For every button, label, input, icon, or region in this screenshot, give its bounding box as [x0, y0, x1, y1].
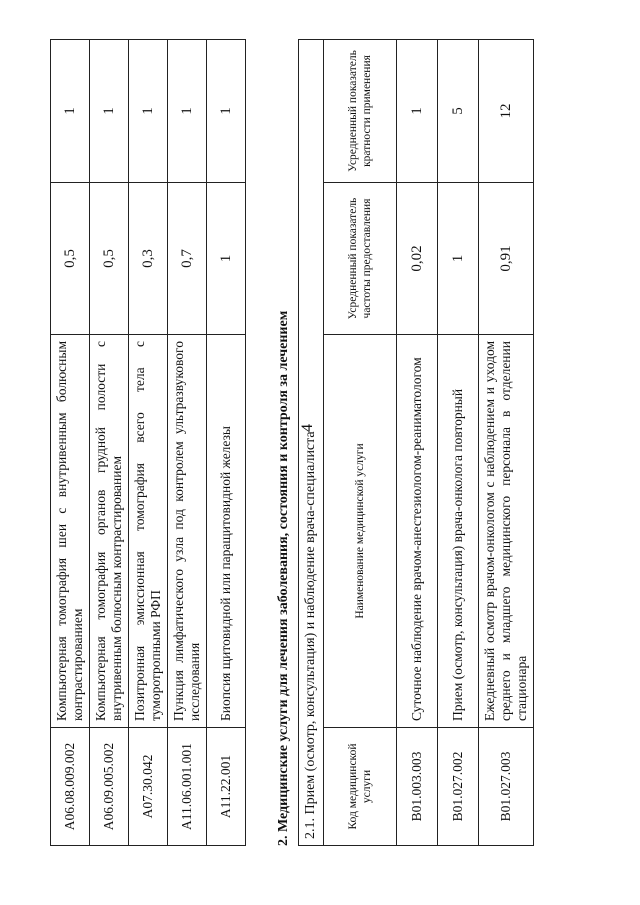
frequency-value: 1	[207, 183, 246, 335]
service-code: A11.22.001	[207, 728, 246, 846]
multiplicity-value: 1	[51, 40, 90, 183]
frequency-value: 0,91	[479, 183, 534, 335]
header-name: Наименование медицинской услуги	[324, 335, 397, 728]
services-table-continued	[50, 39, 246, 846]
multiplicity-value: 12	[479, 39, 534, 182]
rotated-page-content	[50, 40, 590, 846]
table-row	[129, 40, 168, 846]
multiplicity-value: 5	[438, 39, 479, 182]
multiplicity-value: 1	[129, 40, 168, 183]
table-row	[168, 40, 207, 846]
header-multiplicity: Усредненный показатель кратности применения	[324, 39, 397, 182]
table-row	[438, 39, 479, 845]
multiplicity-value: 1	[168, 40, 207, 183]
section-title: 2. Медицинские услуги для лечения заболевания, состояния и контроля за лечением	[276, 310, 291, 846]
page-number: 4	[299, 424, 316, 432]
frequency-value: 0,5	[51, 183, 90, 335]
table-row	[397, 39, 438, 845]
service-code: B01.027.002	[438, 728, 479, 846]
service-code: B01.027.003	[479, 728, 534, 846]
frequency-value: 1	[438, 183, 479, 335]
service-name: Суточное наблюдение врачом-анестезиологом-реаниматологом	[397, 335, 438, 728]
service-name: Ежедневный осмотр врачом-онкологом с наблюдением и уходом среднего и младшего медицинского персонала в отделении стационара	[479, 335, 534, 728]
service-code: A11.06.001.001	[168, 728, 207, 846]
frequency-value: 0,7	[168, 183, 207, 335]
header-frequency: Усредненный показатель частоты предоставления	[324, 183, 397, 335]
table-subtitle-row	[299, 39, 324, 845]
service-name: Компьютерная томография органов грудной полости с внутривенным болюсным контрастированием	[90, 335, 129, 728]
frequency-value: 0,3	[129, 183, 168, 335]
header-code: Код медицинской услуги	[324, 728, 397, 846]
service-code: A07.30.042	[129, 728, 168, 846]
service-name: Биопсия щитовидной или паращитовидной железы	[207, 335, 246, 728]
service-name: Компьютерная томография шеи с внутривенным болюсным контрастированием	[51, 335, 90, 728]
frequency-value: 0,5	[90, 183, 129, 335]
table-row	[207, 40, 246, 846]
frequency-value: 0,02	[397, 183, 438, 335]
service-name: Прием (осмотр, консультация) врача-онколога повторный	[438, 335, 479, 728]
service-name: Пункция лимфатического узла под контролем ультразвукового исследования	[168, 335, 207, 728]
specialist-consultation-table	[298, 39, 534, 846]
service-name: Позитронная эмиссионная томография всего тела с туморотропными РФП	[129, 335, 168, 728]
service-code: A06.08.009.002	[51, 728, 90, 846]
multiplicity-value: 1	[207, 40, 246, 183]
table-row	[90, 40, 129, 846]
multiplicity-value: 1	[90, 40, 129, 183]
multiplicity-value: 1	[397, 39, 438, 182]
subsection-title: 2.1. Прием (осмотр, консультация) и наблюдение врача-специалиста	[299, 39, 324, 845]
service-code: B01.003.003	[397, 728, 438, 846]
table-header-row	[324, 39, 397, 845]
table-row	[51, 40, 90, 846]
table-row	[479, 39, 534, 845]
service-code: A06.09.005.002	[90, 728, 129, 846]
